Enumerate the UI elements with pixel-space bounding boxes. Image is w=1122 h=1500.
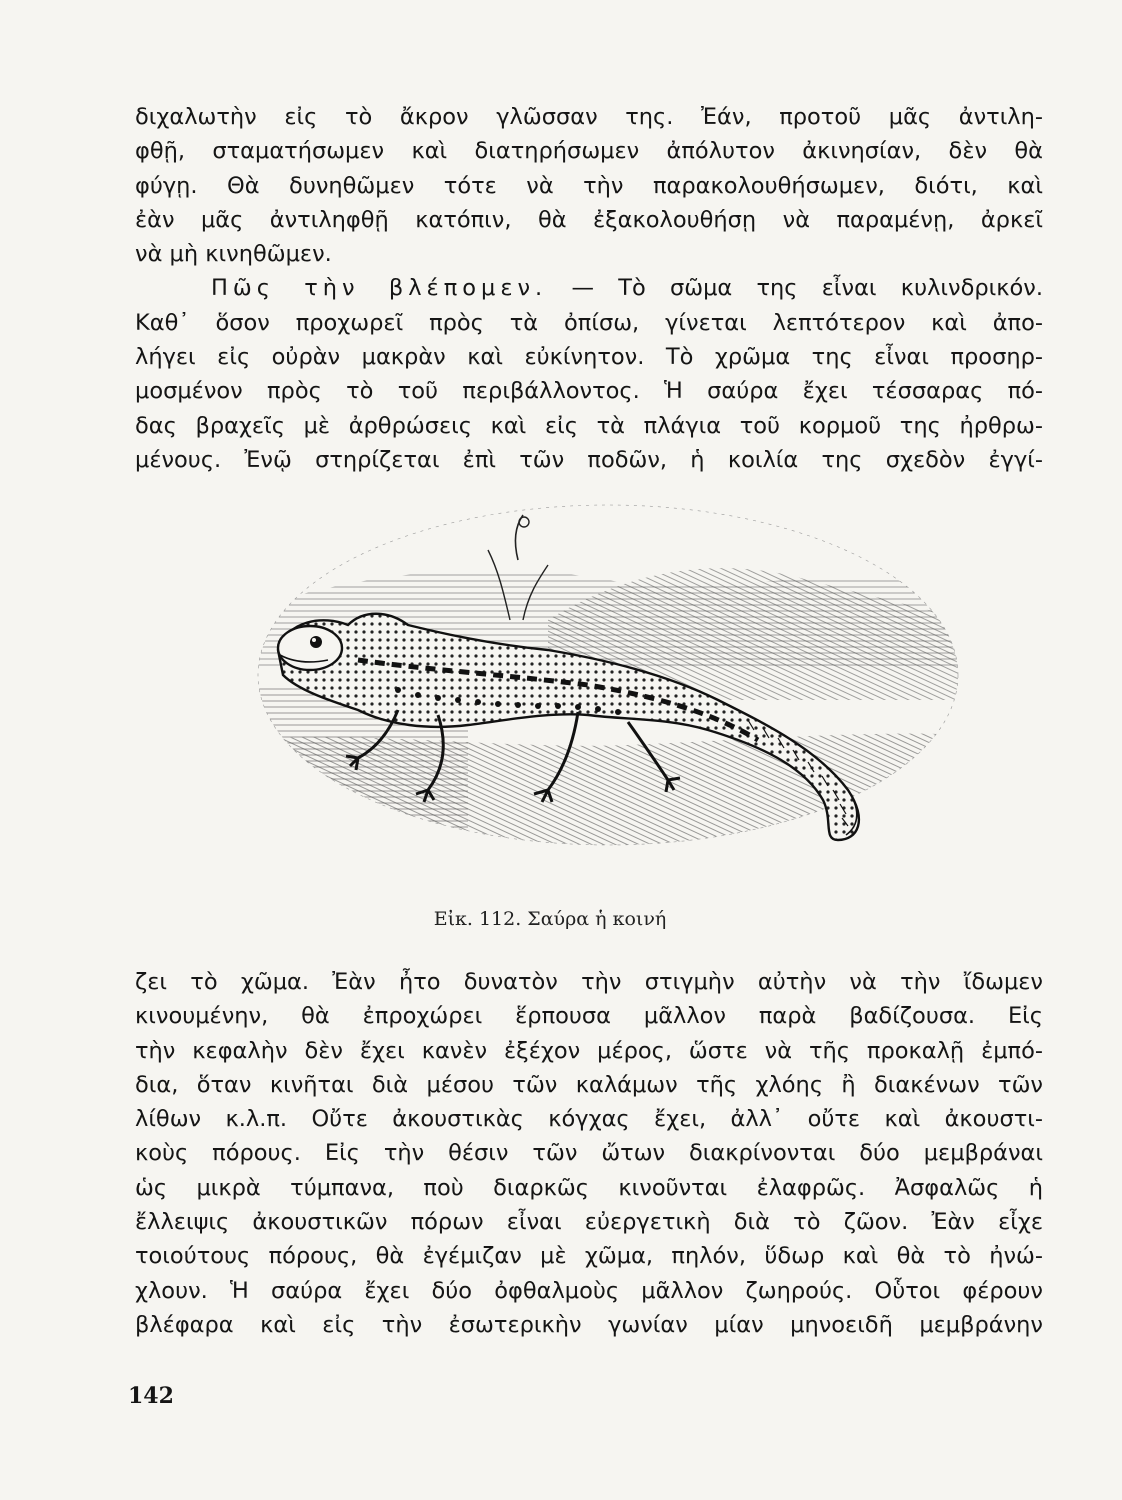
figure-title: Σαύρα ἡ κοινή xyxy=(527,908,667,930)
text-line: φύγῃ. Θὰ δυνηθῶμεν τότε νὰ τὴν παρακολουθήσωμεν, διότι, καὶ xyxy=(135,172,1043,199)
text-line: ζει τὸ χῶμα. Ἐὰν ἦτο δυνατὸν τὴν στιγμὴν αὐτὴν νὰ τὴν ἴδωμεν xyxy=(135,969,1043,995)
text-line: κινουμένην, θὰ ἐπροχώρει ἕρπουσα μᾶλλον παρὰ βαδίζουσα. Εἰς xyxy=(135,1003,1043,1030)
text-line: νὰ μὴ κινηθῶμεν. xyxy=(135,241,332,268)
figure-label: Εἰκ. xyxy=(433,908,473,930)
text-line: δια, ὅταν κινῆται διὰ μέσου τῶν καλάμων τῆς χλόης ἢ διακένων τῶν xyxy=(135,1071,1043,1098)
text-line: ἔλλειψις ἀκουστικῶν πόρων εἶναι εὐεργετικὴ διὰ τὸ ζῶον. Ἐὰν εἶχε xyxy=(135,1209,1043,1236)
top-paragraphs xyxy=(135,100,1043,477)
text-line: μοσμένον πρὸς τὸ τοῦ περιβάλλοντος. Ἡ σαύρα ἔχει τέσσαρας πό- xyxy=(135,378,1043,405)
figure-number: 112. xyxy=(478,908,522,930)
text-line: ὡς μικρὰ τύμπανα, ποὺ διαρκῶς κινοῦνται ἐλαφρῶς. Ἀσφαλῶς ἡ xyxy=(135,1174,1043,1201)
lizard-illustration xyxy=(248,500,968,880)
text-line: Καθ᾽ ὅσον προχωρεῖ πρὸς τὰ ὀπίσω, γίνεται λεπτότερον καὶ ἀπο- xyxy=(135,309,1043,336)
text-line: μένους. Ἐνῷ στηρίζεται ἐπὶ τῶν ποδῶν, ἡ κοιλία της σχεδὸν ἐγγί- xyxy=(135,446,1043,473)
bottom-paragraph xyxy=(135,965,1043,1342)
text-line: τοιούτους πόρους, θὰ ἐγέμιζαν μὲ χῶμα, πηλόν, ὕδωρ καὶ θὰ τὸ ἠνώ- xyxy=(135,1243,1043,1270)
text-line: βλέφαρα καὶ εἰς τὴν ἐσωτερικὴν γωνίαν μίαν μηνοειδῆ μεμβράνην xyxy=(135,1311,1043,1338)
text-line: λήγει εἰς οὐρὰν μακρὰν καὶ εὐκίνητον. Τὸ χρῶμα της εἶναι προσηρ- xyxy=(135,344,1043,371)
text-line: δας βραχεῖς μὲ ἀρθρώσεις καὶ εἰς τὰ πλάγια τοῦ κορμοῦ της ἠρθρω- xyxy=(135,412,1043,439)
text-line: διχαλωτὴν εἰς τὸ ἄκρον γλῶσσαν της. Ἐάν, προτοῦ μᾶς ἀντιλη- xyxy=(135,104,1043,130)
text-line: κοὺς πόρους. Εἰς τὴν θέσιν τῶν ὤτων διακρίνονται δύο μεμβράναι xyxy=(135,1140,1043,1167)
text-line: λίθων κ.λ.π. Οὔτε ἀκουστικὰς κόγχας ἔχει, ἀλλ᾽ οὔτε καὶ ἀκουστι- xyxy=(135,1106,1043,1133)
section-first-line xyxy=(135,271,1043,305)
text-line: φθῇ, σταματήσωμεν καὶ διατηρήσωμεν ἀπόλυτον ἀκινησίαν, δὲν θὰ xyxy=(135,138,1043,165)
text-line: τὴν κεφαλὴν δὲν ἔχει κανὲν ἐξέχον μέρος, ὥστε νὰ τῆς προκαλῇ ἐμπό- xyxy=(135,1037,1043,1064)
text-line: χλουν. Ἡ σαύρα ἔχει δύο ὀφθαλμοὺς μᾶλλον ζωηρούς. Οὗτοι φέρουν xyxy=(135,1277,1043,1304)
text-line: ἐὰν μᾶς ἀντιληφθῇ κατόπιν, θὰ ἐξακολουθήσῃ νὰ παραμένῃ, ἀρκεῖ xyxy=(135,206,1043,233)
section-first-line-text: — Τὸ σῶμα της εἶναι κυλινδρικόν. xyxy=(571,275,1043,302)
page-number: 142 xyxy=(128,1383,174,1409)
section-heading: Πῶς τὴν βλέπομεν. xyxy=(211,275,548,302)
figure-caption xyxy=(340,908,760,930)
